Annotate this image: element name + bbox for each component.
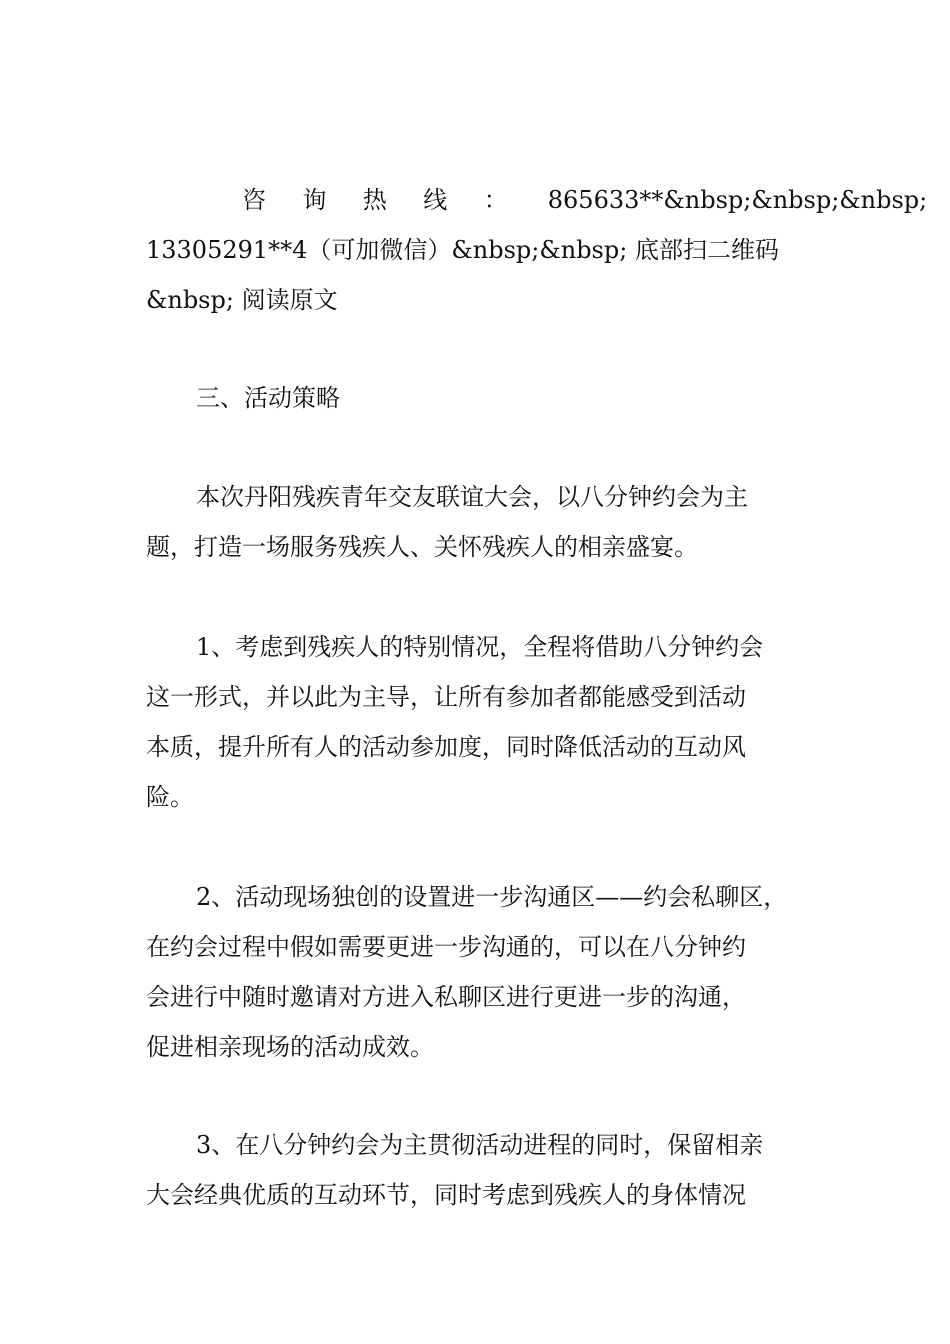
item-1-line-2: 这一形式，并以此为主导，让所有参加者都能感受到活动	[146, 683, 746, 711]
item-1-line-4: 险。	[146, 783, 194, 811]
item-2-line-4: 促进相亲现场的活动成效。	[146, 1033, 434, 1061]
hotline-line-3: &nbsp; 阅读原文	[146, 286, 338, 314]
hotline-paragraph	[146, 175, 928, 325]
hotline-number: 865633**&nbsp;&nbsp;&nbsp;	[547, 186, 928, 214]
hotline-line-2: 13305291**4（可加微信）&nbsp;&nbsp; 底部扫二维码	[146, 236, 779, 264]
item-3-paragraph	[146, 1120, 806, 1220]
item-1-line-3: 本质，提升所有人的活动参加度，同时降低活动的互动风	[146, 733, 746, 761]
item-3-line-2: 大会经典优质的互动环节，同时考虑到残疾人的身体情况	[146, 1181, 746, 1209]
item-2-paragraph	[146, 872, 806, 1072]
intro-line-1: 本次丹阳残疾青年交友联谊大会，以八分钟约会为主	[196, 483, 748, 511]
hotline-label: 咨 询 热 线 ：	[242, 186, 523, 214]
intro-paragraph	[146, 472, 806, 572]
item-3-line-1: 3、在八分钟约会为主贯彻活动进程的同时，保留相亲	[196, 1131, 764, 1159]
item-1-line-1: 1、考虑到残疾人的特别情况，全程将借助八分钟约会	[196, 633, 764, 661]
item-1-paragraph	[146, 622, 806, 822]
item-2-line-1: 2、活动现场独创的设置进一步沟通区——约会私聊区，	[196, 883, 788, 911]
hotline-line-1	[146, 175, 928, 225]
section-heading: 三、活动策略	[196, 384, 340, 412]
intro-line-2: 题，打造一场服务残疾人、关怀残疾人的相亲盛宴。	[146, 533, 698, 561]
item-2-line-2: 在约会过程中假如需要更进一步沟通的，可以在八分钟约	[146, 933, 746, 961]
item-2-line-3: 会进行中随时邀请对方进入私聊区进行更进一步的沟通，	[146, 983, 746, 1011]
